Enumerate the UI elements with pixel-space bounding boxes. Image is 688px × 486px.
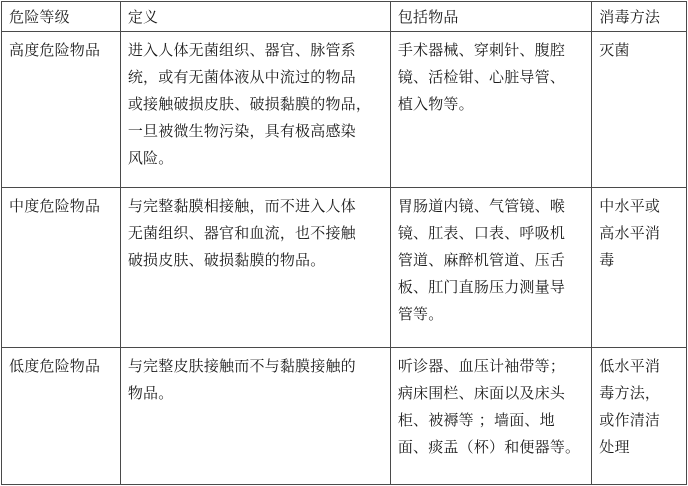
cell-items [390, 32, 591, 188]
header-disinfection-method-text: 消毒方法 [599, 8, 661, 26]
cell-level-text: 中度危险物品 [9, 197, 101, 216]
cell-method [592, 348, 687, 485]
header-definition-text: 定义 [127, 8, 159, 26]
cell-method [592, 188, 687, 348]
table-row-medium-risk [2, 188, 687, 348]
header-definition [120, 2, 390, 32]
cell-definition-text: 进入人体无菌组织、器官、脉管系 统，或有无菌体液从中流过的物品 或接触破损皮肤、破损黏膜的物品， 一旦被微生物污染，具有极高感染 风险。 [127, 41, 372, 167]
cell-level [2, 348, 121, 485]
table-row-low-risk [2, 348, 687, 485]
cell-items-text: 听诊器、血压计袖带等； 病床围栏、床面以及床头 柜、被褥等 ；墙面、地 面、痰盂（杯）和便器等。 [397, 357, 581, 457]
header-included-items [390, 2, 591, 32]
cell-level [2, 32, 121, 188]
header-risk-level [2, 2, 121, 32]
cell-level [2, 188, 121, 348]
cell-level-text: 低度危险物品 [9, 357, 101, 376]
header-included-items-text: 包括物品 [397, 8, 459, 26]
cell-level-text: 高度危险物品 [9, 41, 101, 59]
cell-method-text: 中水平或 高水平消 毒 [599, 197, 661, 270]
cell-definition [120, 188, 390, 348]
cell-items-text: 胃肠道内镜、气管镜、喉 镜、肛表、口表、呼吸机 管道、麻醉机管道、压舌 板、肛门直肠压力测量导 管等。 [397, 197, 566, 324]
cell-method [592, 32, 687, 188]
cell-definition [120, 32, 390, 188]
header-disinfection-method [592, 2, 687, 32]
cell-items [390, 348, 591, 485]
disinfection-classification-table [1, 1, 687, 485]
cell-items [390, 188, 591, 348]
cell-items-text: 手术器械、穿刺针、腹腔 镜、活检钳、心脏导管、 植入物等。 [397, 41, 566, 113]
cell-definition-text: 与完整黏膜相接触，而不进入人体 无菌组织、器官和血流，也不接触 破损皮肤、破损黏膜的物品。 [127, 197, 356, 270]
cell-definition-text: 与完整皮肤接触而不与黏膜接触的 物品。 [127, 357, 356, 403]
table-row-high-risk [2, 32, 687, 188]
cell-method-text: 低水平消 毒方法， 或作清洁 处理 [599, 357, 661, 457]
cell-definition [120, 348, 390, 485]
table-header-row [2, 2, 687, 32]
cell-method-text: 灭菌 [599, 41, 630, 59]
header-risk-level-text: 危险等级 [9, 8, 70, 26]
